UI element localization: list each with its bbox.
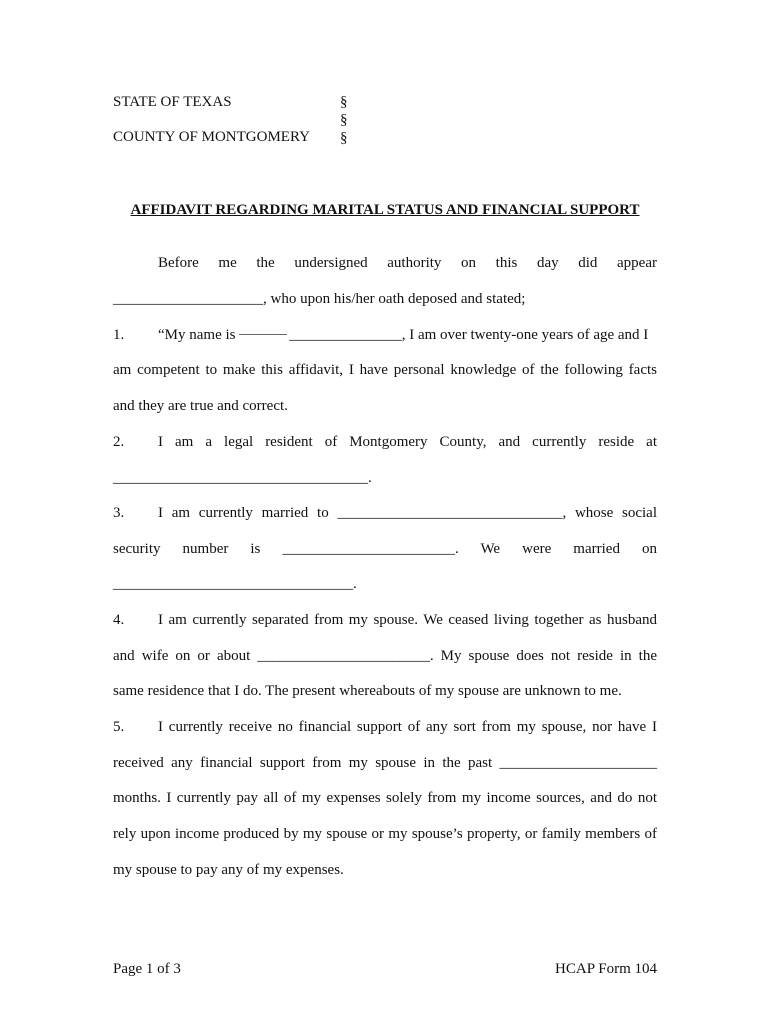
paragraph-line: I currently receive no financial support of any sort from my spouse, nor have I xyxy=(158,719,657,735)
intro-line: ____________________, who upon his/her oath deposed and stated; xyxy=(113,291,526,307)
paragraph-line: security number is _______________________. We were married on xyxy=(113,541,657,557)
paragraph-line: same residence that I do. The present whereabouts of my spouse are unknown to me. xyxy=(113,683,622,699)
paragraph-number: 4. xyxy=(113,612,125,628)
form-number: HCAP Form 104 xyxy=(555,961,657,977)
paragraph-line: am competent to make this affidavit, I have personal knowledge of the following facts xyxy=(113,362,657,378)
paragraph-line: I am a legal resident of Montgomery County, and currently reside at xyxy=(158,434,657,450)
county-label: COUNTY OF MONTGOMERY xyxy=(113,129,310,145)
name-lead-in: “My name is xyxy=(158,327,236,343)
name-remainder: _______________, I am over twenty-one years of age and I xyxy=(289,327,649,343)
paragraph-line: and wife on or about _______________________. My spouse does not reside in the xyxy=(113,648,657,664)
paragraph-line xyxy=(158,327,648,344)
section-symbol: § xyxy=(340,94,348,110)
paragraph-line: __________________________________. xyxy=(113,470,372,486)
paragraph-number: 5. xyxy=(113,719,125,735)
page-number: Page 1 of 3 xyxy=(113,961,181,977)
paragraph-line: rely upon income produced by my spouse or my spouse’s property, or family members of xyxy=(113,826,657,842)
paragraph-number: 1. xyxy=(113,327,125,343)
section-symbol: § xyxy=(340,112,348,128)
state-label: STATE OF TEXAS xyxy=(113,94,232,110)
paragraph-line: I am currently separated from my spouse. We ceased living together as husband xyxy=(158,612,657,628)
paragraph-line: my spouse to pay any of my expenses. xyxy=(113,862,344,878)
paragraph-number: 3. xyxy=(113,505,125,521)
paragraph-line: received any financial support from my spouse in the past _____________________ xyxy=(113,755,657,771)
intro-line: Before me the undersigned authority on this day did appear xyxy=(158,255,657,271)
paragraph-line: and they are true and correct. xyxy=(113,398,288,414)
paragraph-line: months. I currently pay all of my expenses solely from my income sources, and do not xyxy=(113,790,657,806)
paragraph-number: 2. xyxy=(113,434,125,450)
document-title: AFFIDAVIT REGARDING MARITAL STATUS AND FINANCIAL SUPPORT xyxy=(130,202,640,218)
section-symbol: § xyxy=(340,130,348,146)
paragraph-line: ________________________________. xyxy=(113,576,357,592)
name-blank xyxy=(239,334,287,335)
paragraph-line: I am currently married to ______________________________, whose social xyxy=(158,505,657,521)
